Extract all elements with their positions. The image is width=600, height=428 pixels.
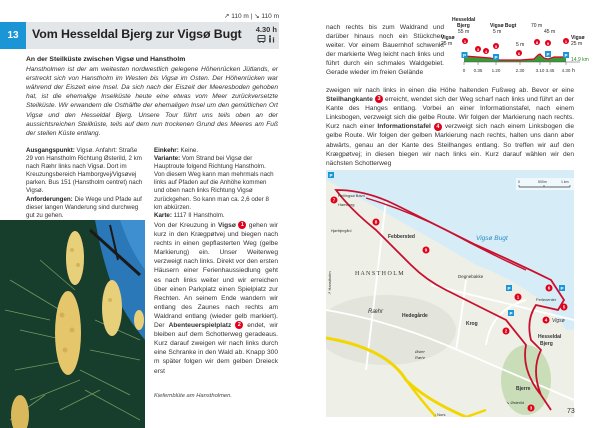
text-run: Von der Kreuzung in [154, 222, 219, 229]
map-label-bjerg: Bjerg [540, 341, 553, 347]
family-icon [269, 35, 274, 42]
start-label: Ausgangspunkt: [26, 147, 75, 154]
svg-text:6: 6 [547, 285, 551, 291]
profile-elev-55: 55 m [458, 29, 470, 35]
svg-text:1: 1 [463, 38, 467, 44]
scale-label-0: 0 [518, 180, 520, 184]
svg-text:P: P [509, 310, 513, 316]
svg-text:9: 9 [546, 40, 550, 46]
route-map [326, 170, 574, 417]
profile-waypoint-1b [563, 38, 569, 58]
intro-text: Hanstholmen ist der am weitesten nordwestlich gelegene Höhenrücken Jütlands, er erstreckt sich von Hanstholm im Westen bis Vigsø im Osten. Der Höhenrücken war während der Eiszeit eine Insel. Da sich nach der Eiszeit der Meeresboden gehoben hat, ist die ehemalige Inselküste heute eine etwas vom Meer zurückversetzte Steilküste. Wir erwandern die Osthälfte der ehemaligen Insel um den gemütlichen Ort Vigsø und den Hesseldal Bjerg. Unsere Tour führt uns teils oben an der aussichtsreichen Steilküste, teils auf dem nun trockenen Grund des Meeres am Fuß der steilen Küste entlang. [26, 65, 278, 137]
profile-waypoint-1a [462, 38, 469, 58]
svg-text:P: P [546, 51, 550, 57]
profile-tick-label: 4.30 [561, 68, 571, 73]
svg-text:8: 8 [374, 219, 378, 225]
svg-text:4: 4 [544, 317, 548, 323]
profile-label-bjerg: Bjerg [457, 23, 470, 29]
map-text: 1117 II Hanstholm. [173, 211, 225, 219]
info-right-column [154, 147, 278, 220]
stats-separator: | [250, 13, 253, 20]
svg-text:7: 7 [332, 197, 336, 203]
profile-label-vigsoe-end: Vigsø [571, 35, 585, 41]
map-label-bjerre: Bjerre [516, 386, 531, 392]
tour-icons [250, 35, 277, 45]
pine-blossom-photo [0, 220, 145, 428]
route-description-part2: nach rechts bis zum Waldrand und darüber hinaus noch ein Stückchen weiter. Vor einem Bauernhof schwenkt der markierte Weg leicht nach links und führt durch ein schmales Waldgebiet. Gerade wieder im freien Gelände [326, 24, 444, 77]
map-parking-icon [328, 172, 334, 178]
scale-label-500m: 500m [538, 180, 547, 184]
intro-subtitle: An der Steilküste zwischen Vigsø und Hanstholm [26, 56, 186, 63]
map-label-oester: Øster [415, 349, 425, 354]
profile-waypoint-4 [483, 48, 489, 54]
route-description-part1 [154, 221, 278, 376]
profile-elev-25a: 25 m [441, 41, 453, 47]
map-waypoint-3 [528, 405, 535, 412]
place-vigsoe: Vigsø [218, 222, 236, 229]
profile-time-unit: h [572, 68, 575, 74]
map-scale-bar [516, 178, 574, 190]
page-number: 73 [567, 408, 575, 415]
profile-label-hesseldal: Hesseldal [452, 17, 476, 23]
map-label-hjortbjerg: Hjørtbjergård [331, 229, 352, 233]
map-label-hedegaarde: Hedegårde [402, 313, 428, 319]
map-label-oesterild: ↘ Østerild [506, 400, 525, 405]
info-left-column [26, 147, 144, 220]
text-run: gehen wir kurz in den Krægpøtvej und biegen nach rechts in einen gepflasterten Weg (gelbe Markierung) ein. Unser Weiterweg verzweigt nach links. Direkt vor den ersten Häusern einer Ferienhaussiedlung geht es nach links weiter und wir erreichen über einen Parkplatz einen Spielplatz zur Rechten. An seinem Ende wandern wir entlang des Zaunes nach rechts am Waldrand entlang (wieder gelb markiert). Der [154, 222, 278, 330]
place-abenteuerspielplatz: Abenteuerspielplatz [168, 322, 232, 330]
start-text: Vigsø. Anfahrt: Straße 29 von Hanstholm Richtung Østerild, 2 km nach Ræhr links nach Vigsø. Dort im Kreuzungsbereich Hamborgvej/Vigsøvej parken. Bus 151 (Hanstholm centret) nach Vigsø. [26, 147, 143, 195]
svg-text:P: P [494, 54, 498, 60]
svg-text:P: P [329, 172, 333, 178]
profile-total-distance: 14.9 km [571, 57, 589, 63]
profile-tick-label: 0.35 [473, 68, 483, 73]
requirements-label: Anforderungen: [26, 195, 73, 203]
map-parking-icon [506, 285, 512, 291]
profile-tick-label: 3.45 [545, 68, 555, 73]
place-steilhangkante: Steilhangkante [326, 96, 373, 104]
profile-tick-label: 3.10 [535, 68, 545, 73]
profile-tick-label: 2.30 [515, 68, 525, 73]
descent-value: ↘ 110 m [254, 13, 279, 20]
svg-text:1: 1 [516, 294, 520, 300]
map-waypoint-8 [373, 219, 380, 226]
map-label: Karte: [154, 211, 172, 219]
route-description-part3 [326, 86, 574, 168]
profile-waypoint-3 [475, 46, 481, 52]
profile-elev-5b: 5 m [516, 42, 525, 48]
svg-text:5: 5 [562, 304, 566, 310]
map-sea-label: Vigsø Bugt [476, 235, 508, 242]
profile-label-vigsoe-start: Vigsø [441, 35, 455, 41]
waypoint-marker-3: 3 [375, 95, 383, 103]
text-run: endet, wir bleiben auf dem Schotterweg geradeaus. Kurz darauf zweigen wir nach links durch eine Schranke in den Wald ab. Knapp 300 m später folgen wir dem gelben Dreieck erst [154, 322, 278, 375]
text-run: zweigen wir nach links in einen die Höhe haltenden Fußweg ab. Bevor er eine [326, 87, 574, 94]
svg-text:P: P [507, 285, 511, 291]
map-waypoint-5 [561, 304, 568, 311]
svg-text:6: 6 [517, 50, 521, 56]
svg-text:P: P [560, 285, 564, 291]
waypoint-marker-2: 2 [235, 321, 243, 329]
profile-waypoint-6 [516, 50, 522, 56]
profile-tick-label: 1.20 [491, 68, 501, 73]
ascent-descent-stats [222, 12, 279, 20]
map-label-hanstholm-area: H A N S T H O L M [355, 271, 404, 277]
map-waypoint-6 [546, 285, 553, 292]
map-label-krog: Krog [466, 321, 478, 327]
profile-label-vigsoe-bugt: Vigsø Bugt [490, 23, 517, 29]
svg-text:3: 3 [529, 405, 533, 411]
profile-elev-70: 70 m [531, 23, 543, 29]
map-waypoint-2 [503, 328, 510, 335]
map-label-hamborg: Hamborg [338, 202, 355, 207]
requirements-text: Die Wege und Pfade auf dieser langen Wanderung sind durchweg gut zu gehen. [26, 195, 142, 219]
map-label-hellingsoe: Hellingsø Bavn [338, 193, 365, 198]
map-parking-icon [508, 310, 514, 316]
map-label-oester-raehr: Ræhr [415, 355, 426, 360]
text-run: verzweigt sich nach einem Linksbogen die gelbe Route. Wir folgen der gelben Markierung nach rechts, halten uns dann aber abwärts, genau an der Kante des Steilhanges entlang. So treffen wir auf den Krægpøtvej; in diesen biegen wir nach links ein. Kurz darauf wählen wir den nächsten Schotterweg [326, 123, 574, 167]
text-run: erreicht, wendet sich der Weg scharf nach links und führt an der Kante des Hanges entlang. Vorbei an einer Informationstafel, nach einem Linksbogen, verzweigt sich die gelbe Route. Wir folgen der Markierung nach rechts. Kurz nach einer [326, 96, 574, 131]
map-label-vigsoe: Vigsø [552, 318, 565, 324]
svg-text:9: 9 [424, 247, 428, 253]
map-waypoint-9 [423, 247, 430, 254]
profile-elev-45: 45 m [544, 29, 556, 35]
profile-waypoint-5 [493, 43, 499, 60]
elevation-profile [440, 15, 600, 85]
map-label-raehr: Ræhr [368, 309, 384, 315]
svg-text:8: 8 [535, 39, 539, 45]
svg-text:1: 1 [564, 38, 568, 44]
photo-caption: Kiefernblüte am Hanstholmen. [154, 393, 232, 399]
stop-text: Keine. [180, 147, 199, 154]
profile-waypoint-9 [545, 40, 551, 57]
profile-tick-label: 0 [462, 68, 466, 73]
map-waypoint-4 [543, 317, 550, 324]
map-waypoint-7 [331, 197, 338, 204]
svg-text:P: P [462, 52, 467, 58]
place-informationstafel: Informationstafel [377, 123, 431, 131]
bus-icon [258, 36, 265, 43]
map-label-nors: ↓ Nors [434, 412, 446, 417]
waypoint-marker-4: 4 [434, 123, 442, 131]
map-label-febbersted: Febbersted [388, 234, 415, 240]
map-label-hesseldal: Hesseldal [538, 334, 562, 340]
svg-text:3: 3 [476, 46, 480, 52]
svg-text:5: 5 [494, 43, 498, 49]
tour-duration: 4.30 h [255, 25, 277, 34]
svg-text:P: P [564, 52, 568, 58]
scale-label-1km: 1 km [561, 180, 569, 184]
map-label-hanstholm-road: ↗ Hanstholm [327, 271, 332, 295]
map-label-degnebakke: Degnebakke [458, 274, 484, 279]
tour-number-badge: 13 [0, 22, 26, 49]
svg-text:2: 2 [504, 328, 508, 334]
map-waypoint-1 [515, 294, 522, 301]
svg-text:4: 4 [484, 48, 488, 54]
variant-text: Vom Strand bei Vigsø der Hauptroute folgend Richtung Hanstholm. Von diesem Weg kann man mehrmals nach links auf Pfaden auf die Anhöhe kommen und oben nach links Richtung Vigsø zurückgehen. So kann man ca. 2,6 oder 8 km abkürzen. [154, 155, 274, 211]
map-parking-icon [559, 285, 565, 291]
stop-label: Einkehr: [154, 147, 179, 154]
ascent-value: ↗ 110 m [223, 13, 249, 20]
profile-waypoint-8 [534, 39, 540, 45]
profile-elev-5a: 5 m [493, 29, 502, 35]
variant-label: Variante: [154, 155, 181, 163]
tour-title: Vom Hesseldal Bjerg zur Vigsø Bugt [32, 27, 242, 41]
map-label-ferlecenter: Ferlecenter [536, 297, 557, 302]
waypoint-marker-1: 1 [238, 221, 246, 229]
profile-elev-25b: 25 m [571, 41, 583, 47]
